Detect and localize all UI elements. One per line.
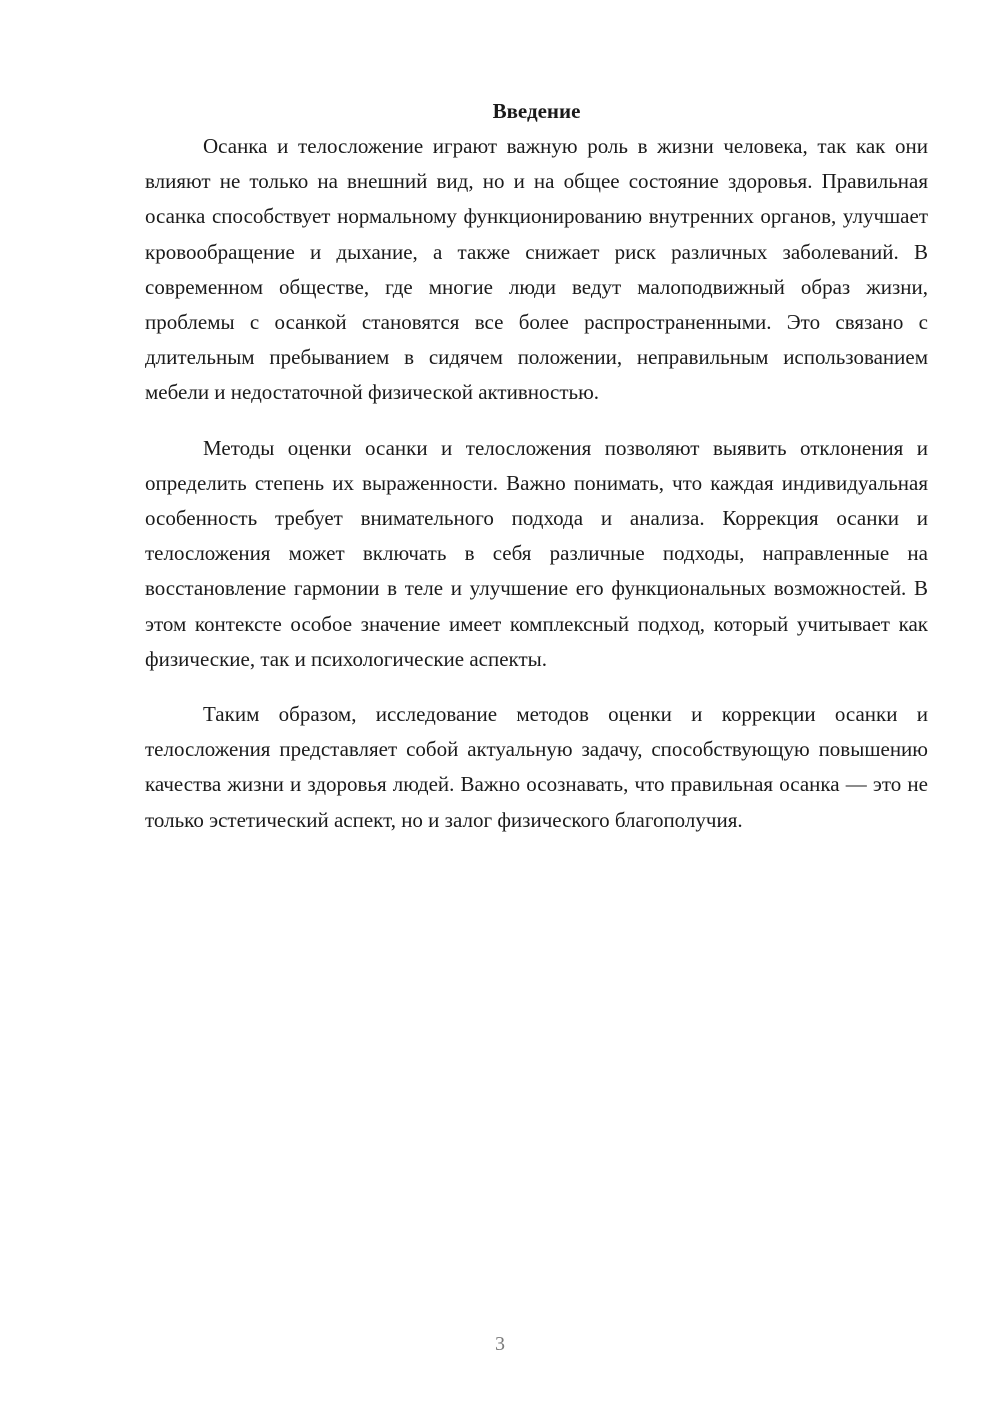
page-content <box>145 94 928 858</box>
paragraph-2: Методы оценки осанки и телосложения позволяют выявить отклонения и определить степень их выраженности. Важно понимать, что каждая индивидуальная особенность требует внимательного подхода и анализа. Коррекция осанки и телосложения может включать в себя различные подходы, направленные на восстановление гармонии в теле и улучшение его функциональных возможностей. В этом контексте особое значение имеет комплексный подход, который учитывает как физические, так и психологические аспекты. <box>145 435 928 671</box>
section-heading: Введение <box>492 99 581 123</box>
paragraph-1: Осанка и телосложение играют важную роль в жизни человека, так как они влияют не только на внешний вид, но и на общее состояние здоровья. Правильная осанка способствует нормальному функционированию внутренних органов, улучшает кровообращение и дыхание, а также снижает риск различных заболеваний. В современном обществе, где многие люди ведут малоподвижный образ жизни, проблемы с осанкой становятся все более распространенными. Это связано с длительным пребыванием в сидячем положении, неправильным использованием мебели и недостаточной физической активностью. <box>145 134 928 405</box>
page-number: 3 <box>495 1333 505 1355</box>
paragraph-3: Таким образом, исследование методов оценки и коррекции осанки и телосложения представляет собой актуальную задачу, способствующую повышению качества жизни и здоровья людей. Важно осознавать, что правильная осанка — это не только эстетический аспект, но и залог физического благополучия. <box>145 702 928 832</box>
